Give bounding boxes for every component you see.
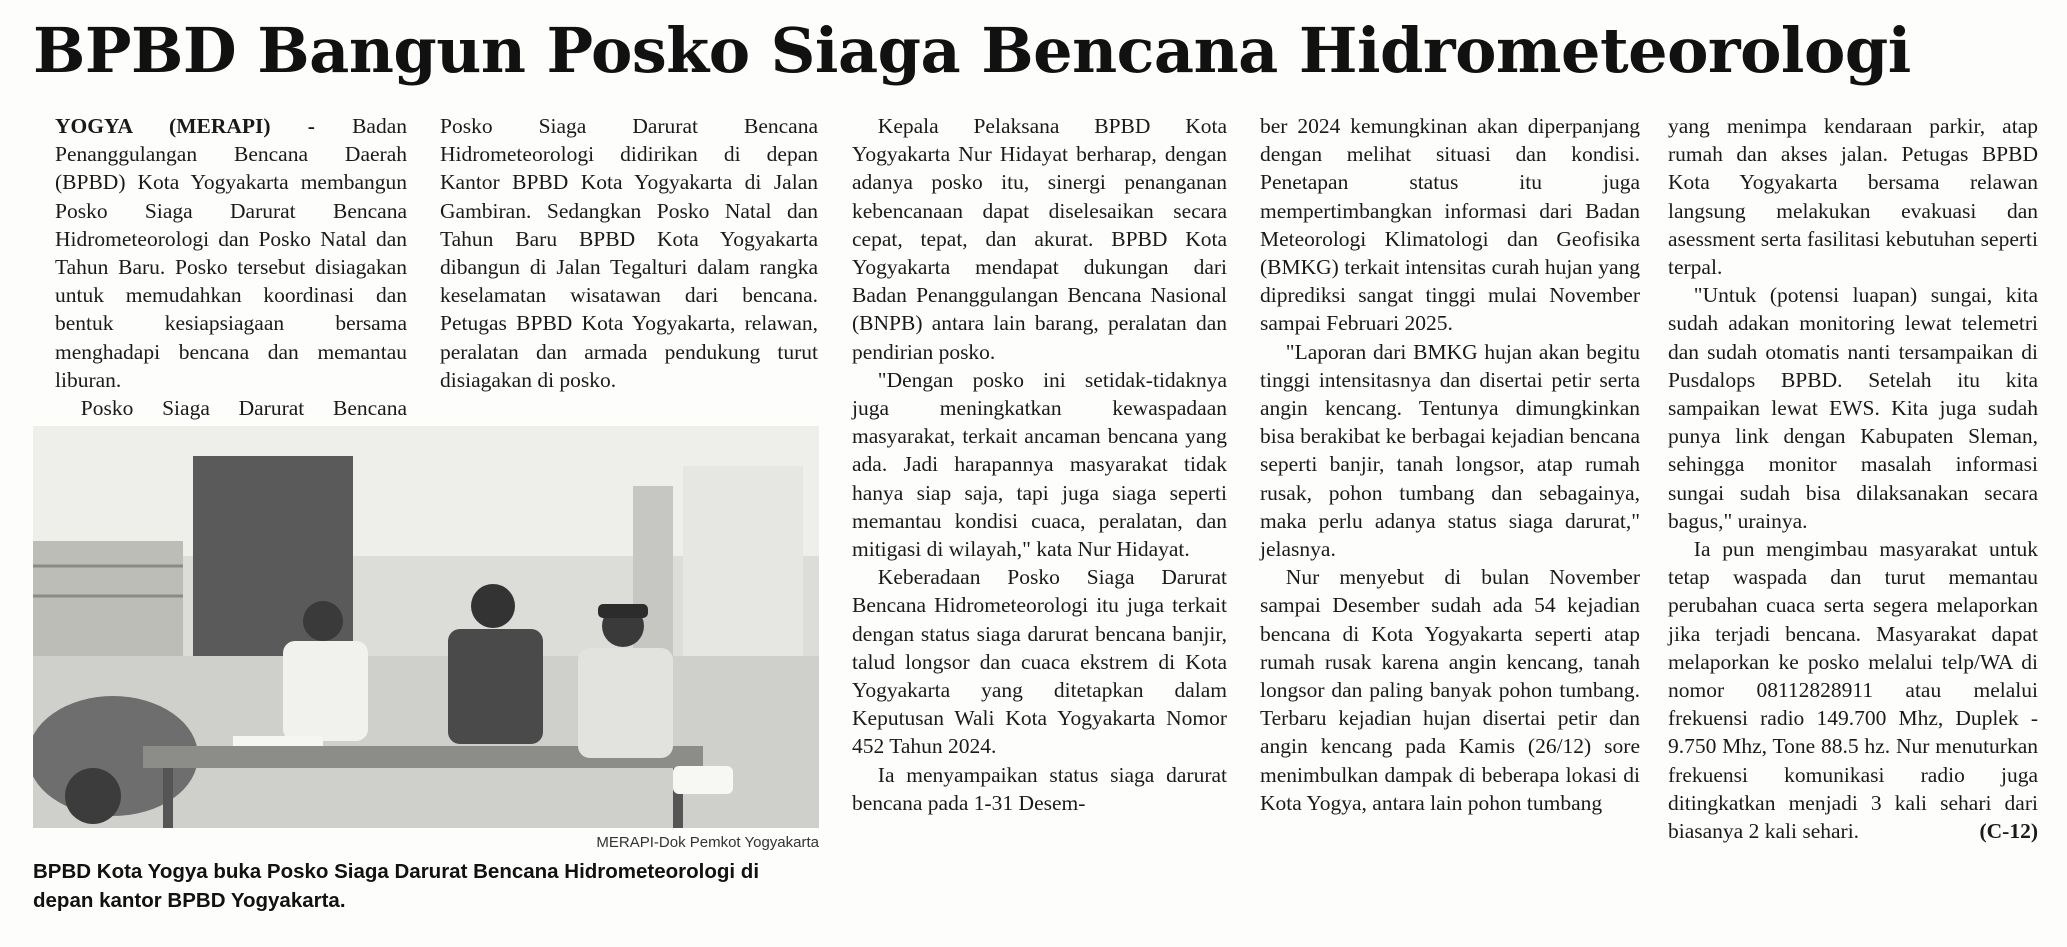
article-paragraph-continued: yang menimpa kendaraan parkir, atap rumah dan akses jalan. Petugas BPBD Kota Yogyakarta bersama relawan langsung melakukan evakuasi dan asessment serta fasilitasi kebutuhan seperti terpal. <box>1668 114 2038 280</box>
article-paragraph: "Laporan dari BMKG hujan akan begitu tinggi intensitasnya dan disertai petir serta angin kencang. Tentunya dimungkinkan bisa berakibat ke berbagai kejadian bencana seperti banjir, tanah longsor, atap rumah rusak, pohon tumbang dan sebagainya, maka perlu adanya status siaga darurat," jelasnya. <box>1260 339 1640 562</box>
article-column-4 <box>1260 112 1640 817</box>
article-paragraph: Keberadaan Posko Siaga Darurat Bencana Hidrometeorologi itu juga terkait dengan status siaga darurat bencana banjir, talud longsor dan cuaca ekstrem di Kota Yogyakarta yang ditetapkan dalam Keputusan Wali Kota Yogyakarta Nomor 452 Tahun 2024. <box>852 565 1227 759</box>
reporter-code: (C-12) <box>1979 819 2038 844</box>
article-paragraph <box>1668 535 2038 845</box>
headline: BPBD Bangun Posko Siaga Bencana Hidrometeorologi <box>33 14 1911 87</box>
dateline: YOGYA (MERAPI) - <box>55 114 315 138</box>
closing-text: Ia pun mengimbau masyarakat untuk tetap waspada dan turut memantau perubahan cuaca serta segera melaporkan jika terjadi bencana. Masyarakat dapat melaporkan ke posko melalui telp/WA di nomor 08112828911 atau melalui frekuensi radio 149.700 Mhz, Duplek - 9.750 Mhz, Tone 88.5 hz. Nur menuturkan frekuensi komunikasi radio juga ditingkatkan menjadi 3 kali sehari dari biasanya 2 kali sehari. <box>1668 537 2038 844</box>
article-paragraph: Ia menyampaikan status siaga darurat bencana pada 1-31 Desem- <box>852 762 1227 815</box>
article-paragraph <box>55 112 407 394</box>
article-column-3 <box>852 112 1227 817</box>
article-column-5 <box>1668 112 2038 845</box>
article-column-2 <box>440 112 818 422</box>
article-paragraph-continued: ber 2024 kemungkinan akan diperpanjang dengan melihat situasi dan kondisi. Penetapan status itu juga mempertimbangkan informasi dari Badan Meteorologi Klimatologi dan Geofisika (BMKG) terkait intensitas curah hujan yang diprediksi sangat tinggi mulai November sampai Februari 2025. <box>1260 114 1640 336</box>
photo-credit: MERAPI-Dok Pemkot Yogyakarta <box>596 834 819 851</box>
news-photo <box>33 426 819 828</box>
photo-illustration <box>33 426 819 828</box>
article-paragraph: "Dengan posko ini setidak-tidaknya juga meningkatkan kewaspadaan masyarakat, terkait ancaman bencana yang ada. Jadi harapannya masyarakat tidak hanya siap saja, tapi juga siaga seperti memantau kondisi cuaca, peralatan, dan mitigasi di wilayah," kata Nur Hidayat. <box>852 367 1227 562</box>
lead-text: Badan Penanggulangan Bencana Daerah (BPBD) Kota Yogyakarta membangun Posko Siaga Darurat Bencana Hidrometeorologi dan Posko Natal dan Tahun Baru. Posko tersebut disiagakan untuk memudahkan koordinasi dan bentuk kesiapsiagaan bersama menghadapi bencana dan memantau liburan. <box>55 114 407 392</box>
article-paragraph: Kepala Pelaksana BPBD Kota Yogyakarta Nur Hidayat berharap, dengan adanya posko itu, sinergi penanganan kebencanaan dapat diselesaikan secara cepat, tepat, dan akurat. BPBD Kota Yogyakarta mendapat dukungan dari Badan Penanggulangan Bencana Nasional (BNPB) antara lain barang, peralatan dan pendirian posko. <box>852 114 1227 364</box>
article-paragraph: Posko Siaga Darurat Bencana Hidrometeorologi didirikan di depan Kantor BPBD Kota Yogyakarta di Jalan Gambiran. Sedangkan Posko Natal dan Tahun Baru BPBD Kota Yogyakarta dibangun di Jalan Tegalturi dalam rangka keselamatan wisatawan dari bencana. Petugas BPBD Kota Yogyakarta, relawan, peralatan dan armada pendukung turut disiagakan di posko. <box>440 114 818 392</box>
article-paragraph: "Untuk (potensi luapan) sungai, kita sudah adakan monitoring lewat telemetri dan sudah otomatis nanti tersampaikan di Pusdalops BPBD. Setelah itu kita sampaikan lewat EWS. Kita juga sudah punya link dengan Kabupaten Sleman, sehingga monitor masalah informasi sungai sudah bisa dilaksanakan secara bagus," urainya. <box>1668 283 2038 533</box>
article-column-1 <box>55 112 407 422</box>
photo-caption: BPBD Kota Yogya buka Posko Siaga Darurat Bencana Hidrometeorologi di depan kantor BPBD Yogyakarta. <box>33 860 760 912</box>
article-paragraph: Nur menyebut di bulan November sampai Desember sudah ada 54 kejadian bencana di Kota Yogyakarta seperti atap rumah rusak karena angin kencang, tanah longsor dan paling banyak pohon tumbang. Terbaru kejadian hujan disertai petir dan angin kencang pada Kamis (26/12) sore menimbulkan dampak di beberapa lokasi di Kota Yogya, antara lain pohon tumbang <box>1260 565 1640 815</box>
article-paragraph-start: Posko Siaga Darurat Bencana <box>80 396 407 421</box>
